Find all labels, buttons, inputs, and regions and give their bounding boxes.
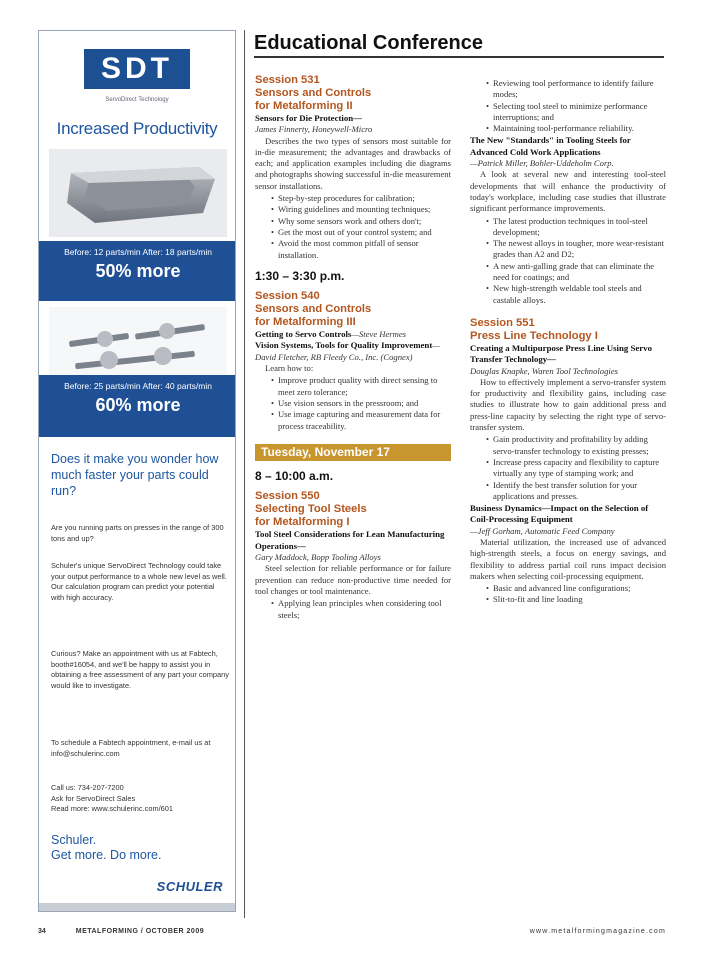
- session-540-heading: Session 540 Sensors and Controls for Metalforming III: [255, 290, 372, 329]
- list-item: • Selecting tool steel to minimize performance interruptions; and: [486, 101, 666, 124]
- page-number: 34: [38, 928, 46, 935]
- ad-contact-phone[interactable]: Call us: 734-207-7200 Ask for ServoDirect Sales Read more: www.schulerinc.com/601: [51, 783, 173, 814]
- talk-line: Vision Systems, Tools for Quality Improvement—David Fletcher, RB Fleedy Co., Inc. (Cognex): [255, 340, 440, 362]
- talk-title: Business Dynamics—Impact on the Selection of Coil-Processing Equipment: [470, 503, 649, 525]
- ad-bottom-bar: [39, 903, 236, 912]
- list-item: • Use image capturing and measurement data for process traceability.: [271, 409, 451, 432]
- footer-left: [38, 928, 204, 935]
- bullet-list: [486, 78, 666, 134]
- bullet-list: [486, 216, 666, 306]
- sdt-tagline: ServoDirect Technology: [105, 97, 169, 103]
- issue-label: METALFORMING / OCTOBER 2009: [75, 928, 205, 935]
- session-550-heading: Session 550 Selecting Tool Steels for Metalforming I: [255, 490, 367, 529]
- list-item: • Use vision sensors in the pressroom; and: [271, 398, 451, 409]
- results-band-1: Before: 12 parts/min After: 18 parts/min 50% more: [39, 241, 236, 301]
- list-item: • Basic and advanced line configurations;: [486, 583, 666, 594]
- column-right: [470, 78, 666, 607]
- list-item: • The latest production techniques in tool-steel development;: [486, 216, 666, 239]
- stamped-part-photo: [49, 149, 227, 237]
- list-item: • Increase press capacity and flexibility to capture virtually any type of stamping work; and: [486, 457, 666, 480]
- ad-paragraph: Schuler's unique ServoDirect Technology could take your output performance to a whole new level as well. Our calculation program can predict your potential with high accuracy.: [51, 561, 227, 602]
- session-531-heading: Session 531 Sensors and Controls for Metalforming II: [255, 74, 372, 112]
- bullet-list: [271, 193, 451, 261]
- ad-brand-slogan: Schuler. Get more. Do more.: [51, 833, 162, 862]
- talk-title: Sensors for Die Protection—: [255, 113, 362, 123]
- list-item: • Get the most out of your control system; and: [271, 227, 451, 238]
- talk-author: —Patrick Miller, Bohler-Uddeholm Corp.: [470, 158, 614, 169]
- list-item: • Identify the best transfer solution for your applications and presses.: [486, 480, 666, 503]
- bullet-list: [486, 583, 666, 606]
- ad-heading: Increased Productivity: [56, 119, 218, 138]
- list-item: • Slit-to-fit and line loading: [486, 594, 666, 605]
- column-divider: [244, 30, 245, 918]
- list-item: • New high-strength weldable tool steels and castable alloys.: [486, 283, 666, 306]
- column-left: [255, 74, 451, 622]
- talk-description: Steel selection for reliable performance or for failure prevention can reduce non-productive time needed for tool changes or tool maintenance.: [255, 563, 451, 596]
- list-item: • Improve product quality with direct sensing to meet zero tolerance;: [271, 375, 451, 398]
- talk-description: Material utilization, the increased use of advanced high-strength steels, a focus on energy savings, and flexibility to address partial coil runs impact decision makers when selecting coil-processing equipment.: [470, 536, 666, 581]
- session-551-heading: Session 551 Press Line Technology I: [470, 316, 598, 342]
- talk-author: Gary Maddock, Bopp Tooling Alloys: [255, 552, 381, 563]
- list-item: • The newest alloys in tougher, more wear-resistant grades than A2 and D2;: [486, 238, 666, 261]
- time-slot: 8 – 10:00 a.m.: [255, 469, 334, 484]
- list-item: • Applying lean principles when considering tool steels;: [271, 598, 451, 621]
- talk-author: Douglas Knapke, Waren Tool Technologies: [470, 365, 618, 376]
- ad-paragraph: Are you running parts on presses in the range of 300 tons and up?: [51, 523, 224, 543]
- talk-author: —Jeff Gorham, Automatic Feed Company: [470, 525, 615, 536]
- talk-description: A look at several new and interesting tool-steel developments that will enhance the productivity of today's workplace, including case studies that illustrate significant performance improvements.: [470, 169, 666, 214]
- talk-line: Getting to Servo Controls—Steve Hermes: [255, 329, 407, 340]
- schuler-advertisement: [38, 30, 236, 912]
- list-item: • Gain productivity and profitability by adding servo-transfer technology to existing presses;: [486, 434, 666, 457]
- list-item: • Maintaining tool-performance reliability.: [486, 123, 666, 134]
- list-item: • Avoid the most common pitfall of sensor installation.: [271, 238, 451, 261]
- results-band-2: Before: 25 parts/min After: 40 parts/min 60% more: [39, 375, 236, 437]
- title-rule: [254, 56, 664, 58]
- footer-url[interactable]: www.metalformingmagazine.com: [529, 928, 666, 935]
- time-slot: 1:30 – 3:30 p.m.: [255, 268, 345, 283]
- talk-lead: Learn how to:: [265, 363, 314, 374]
- list-item: • Wiring guidelines and mounting techniques;: [271, 204, 451, 215]
- ad-paragraph: Curious? Make an appointment with us at Fabtech, booth#16054, and we'll be happy to assist you in obtaining a free assessment of any part your company would like to investigate.: [51, 649, 229, 690]
- list-item: • Why some sensors work and others don't;: [271, 216, 451, 227]
- bullet-list: [271, 598, 451, 621]
- ad-question: Does it make you wonder how much faster your parts could run?: [51, 452, 219, 498]
- talk-title: Creating a Multipurpose Press Line Using Servo Transfer Technology—: [470, 342, 652, 365]
- ad-contact-email[interactable]: To schedule a Fabtech appointment, e-mail us at info@schulerinc.com: [51, 738, 211, 758]
- page-title: Educational Conference: [254, 32, 483, 54]
- schuler-logo: SCHULER: [156, 879, 223, 894]
- sdt-logo: SDT: [84, 49, 190, 89]
- talk-author: James Finnerty, Honeywell-Micro: [255, 124, 373, 135]
- list-item: • Reviewing tool performance to identify failure modes;: [486, 78, 666, 101]
- talk-title: Tool Steel Considerations for Lean Manufacturing Operations—: [255, 529, 445, 551]
- bullet-list: [486, 434, 666, 502]
- list-item: • A new anti-galling grade that can eliminate the need for coatings; and: [486, 261, 666, 284]
- list-item: • Step-by-step procedures for calibration;: [271, 193, 451, 204]
- bullet-list: [271, 375, 451, 431]
- day-banner: Tuesday, November 17: [255, 444, 451, 461]
- shaft-parts-photo: [49, 307, 227, 383]
- talk-description: How to effectively implement a servo-transfer system for productivity and flexibility gains, including case studies to illustrate how to gain additional press and press-line capacity by selecting the right type of servo-transfer system.: [470, 376, 666, 433]
- talk-description: Describes the two types of sensors most suitable for in-die measurement; the advantages and drawbacks of each; and application examples including die diagrams and photographs showing successful in-die measurement sensor installations.: [255, 135, 451, 191]
- talk-title: The New "Standards" in Tooling Steels for Advanced Cold Work Applications: [470, 135, 631, 157]
